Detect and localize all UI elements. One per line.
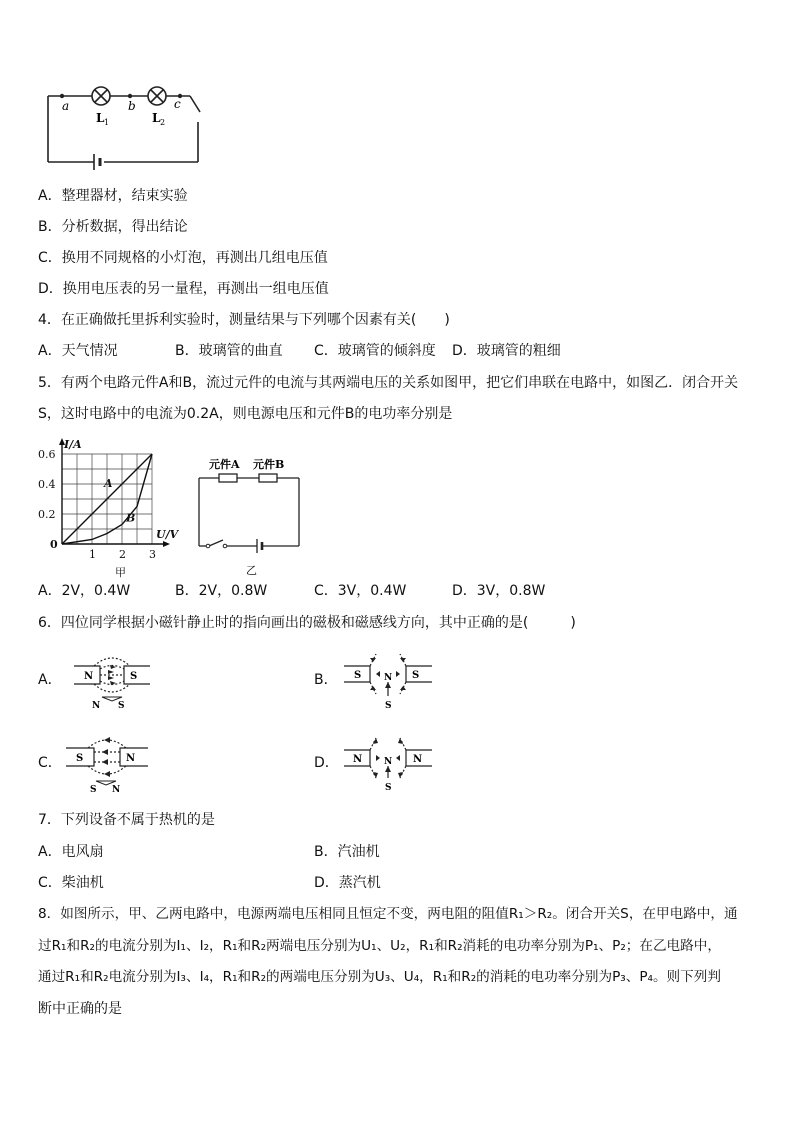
- q6-stem: 6．四位同学根据小磁针静止时的指向画出的磁极和磁感线方向，其中正确的是( ): [38, 615, 576, 631]
- q4-option-b: B．玻璃管的曲直: [175, 343, 283, 359]
- lamp-l1-sub: 1: [104, 118, 110, 127]
- q7-option-b: B．汽油机: [314, 844, 380, 860]
- q7-option-a: A．电风扇: [38, 844, 104, 860]
- circuit-label-b: 元件B: [253, 458, 285, 471]
- q6-option-d-letter: D．: [314, 755, 339, 771]
- q6-option-b-letter: B．: [314, 672, 338, 688]
- q4-option-d: D．玻璃管的粗细: [452, 343, 561, 359]
- y-tick-label: 0.6: [38, 448, 56, 461]
- q5-option-d: D．3V，0.8W: [452, 583, 546, 599]
- q5-option-b: B．2V，0.8W: [175, 583, 268, 599]
- magnet-b-left-pole: S: [354, 670, 362, 681]
- q4-stem: 4．在正确做托里拆利实验时，测量结果与下列哪个因素有关( ): [38, 312, 450, 328]
- y-axis-label: I/A: [64, 438, 82, 451]
- lamp-l1-label: L: [96, 111, 105, 125]
- x-axis-arrow: [163, 541, 170, 547]
- q6-option-c-letter: C．: [38, 755, 62, 771]
- q8-line1: 8．如图所示，甲、乙两电路中，电源两端电压相同且恒定不变，两电阻的阻值R₁＞R₂。闭合开关S，在甲电路中，通: [38, 906, 738, 922]
- node-b-label: b: [128, 99, 136, 113]
- series-label-B: B: [126, 511, 136, 525]
- magnet-b-right-pole: S: [412, 670, 420, 681]
- q5-stem-line1: 5．有两个电路元件A和B，流过元件的电流与其两端电压的关系如图甲，把它们串联在电路中，如图乙．闭合开关: [38, 375, 739, 391]
- origin-label: 0: [50, 538, 58, 551]
- y-tick-label: 0.4: [38, 478, 56, 491]
- series-label-A: A: [104, 477, 113, 490]
- q6-option-a-letter: A．: [38, 672, 62, 688]
- q5-option-c: C．3V，0.4W: [314, 583, 407, 599]
- magnet-d-right-pole: N: [413, 754, 423, 765]
- q3-option-c: C．换用不同规格的小灯泡，再测出几组电压值: [38, 250, 328, 266]
- y-tick-label: 0.2: [38, 508, 56, 521]
- x-tick-label: 3: [149, 548, 156, 561]
- x-tick-label: 1: [89, 548, 96, 561]
- q3-circuit-figure: [40, 82, 210, 172]
- q8-line2: 过R₁和R₂的电流分别为I₁、I₂，R₁和R₂两端电压分别为U₁、U₂，R₁和R₂消耗的电功率分别为P₁、P₂；在乙电路中，: [38, 938, 721, 954]
- q7-option-d: D．蒸汽机: [314, 875, 381, 891]
- node-a-label: a: [62, 99, 70, 113]
- q4-option-c: C．玻璃管的倾斜度: [314, 343, 436, 359]
- lamp-l2-sub: 2: [160, 118, 166, 127]
- magnet-a-right-pole: S: [130, 671, 138, 682]
- q5-stem-line2: S，这时电路中的电流为0.2A，则电源电压和元件B的电功率分别是: [38, 406, 453, 422]
- q7-stem: 7．下列设备不属于热机的是: [38, 812, 215, 828]
- magnet-figure-b: [340, 652, 436, 712]
- q5-option-a: A．2V，0.4W: [38, 583, 131, 599]
- needle-c-n: N: [112, 785, 121, 795]
- magnet-d-left-pole: N: [353, 754, 363, 765]
- figure-jia-caption: 甲: [115, 566, 126, 579]
- figure-yi-caption: 乙: [246, 564, 257, 577]
- node-c-label: c: [174, 97, 181, 111]
- x-axis-label: U/V: [156, 528, 179, 541]
- needle-b-n: N: [384, 673, 393, 683]
- needle-d-n: N: [384, 757, 393, 767]
- magnet-figure-d: [340, 734, 436, 794]
- needle-a-n: N: [92, 701, 101, 711]
- x-tick-label: 2: [119, 548, 126, 561]
- needle-b-s: S: [385, 701, 392, 711]
- q8-line4: 断中正确的是: [38, 1001, 122, 1017]
- iu-graph-jia: [38, 438, 188, 568]
- q3-option-a: A．整理器材，结束实验: [38, 188, 188, 204]
- q3-option-b: B．分析数据，得出结论: [38, 219, 188, 235]
- needle-a-s: S: [118, 701, 125, 711]
- lamp-l2-label: L: [152, 111, 161, 125]
- needle-c-s: S: [90, 785, 97, 795]
- magnet-c-right-pole: N: [126, 753, 136, 764]
- magnet-figure-a: [70, 652, 154, 710]
- series-circuit-yi: [195, 456, 315, 566]
- needle-d-s: S: [385, 783, 392, 793]
- circuit-label-a: 元件A: [209, 458, 240, 471]
- q4-option-a: A．天气情况: [38, 343, 118, 359]
- magnet-c-left-pole: S: [76, 753, 84, 764]
- q3-option-d: D．换用电压表的另一量程，再测出一组电压值: [38, 281, 329, 297]
- magnet-a-left-pole: N: [84, 671, 94, 682]
- q8-line3: 通过R₁和R₂电流分别为I₃、I₄，R₁和R₂的两端电压分别为U₃、U₄，R₁和R₂的消耗的电功率分别为P₃、P₄。则下列判: [38, 969, 721, 985]
- q7-option-c: C．柴油机: [38, 875, 104, 891]
- magnet-figure-c: [62, 734, 152, 794]
